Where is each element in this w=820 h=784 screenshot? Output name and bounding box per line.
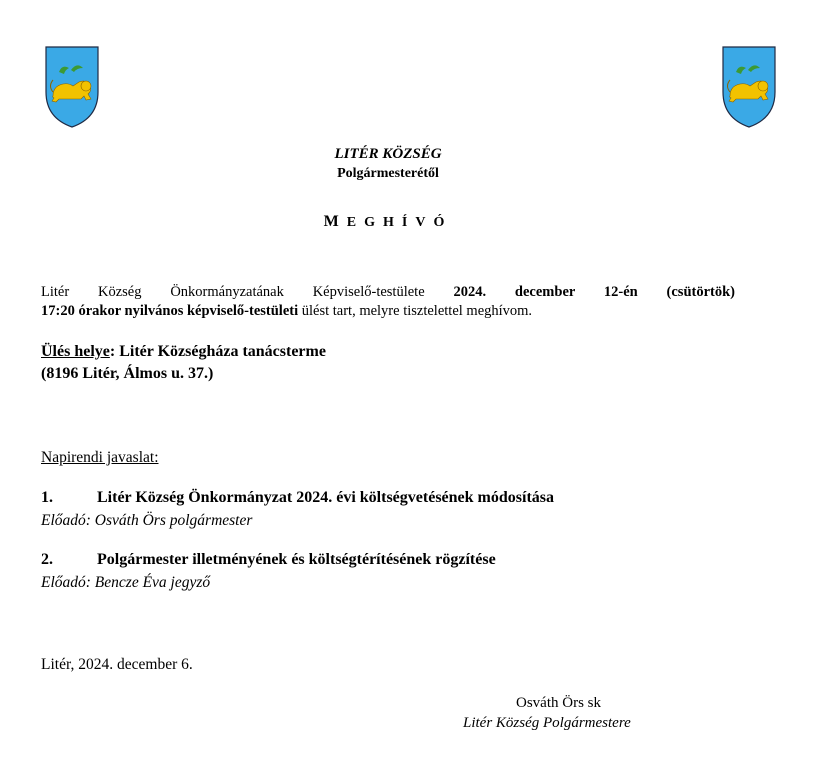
- lion-crest-icon: [45, 46, 99, 128]
- venue-label: Ülés helye: [41, 343, 110, 360]
- agenda-item-title: Polgármester illetményének és költségtérítésének rögzítése: [97, 551, 496, 568]
- intro-text-2: ülést tart, melyre tisztelettel meghívom.: [298, 303, 533, 319]
- agenda-item-number: 2.: [41, 551, 53, 568]
- agenda-heading: Napirendi javaslat:: [41, 449, 159, 466]
- signer-name: Osváth Örs sk: [516, 695, 601, 711]
- agenda-item-2-presenter: Előadó: Bencze Éva jegyző: [41, 574, 211, 591]
- coat-of-arms-right: [722, 46, 776, 128]
- meeting-time: 17:20 órakor nyilvános képviselő-testületi: [41, 303, 299, 319]
- agenda-item-title: Litér Község Önkormányzat 2024. évi költségvetésének módosítása: [97, 489, 554, 506]
- place-and-date: Litér, 2024. december 6.: [41, 656, 193, 673]
- agenda-item-1-presenter: Előadó: Osváth Örs polgármester: [41, 512, 253, 529]
- venue-place: Litér Községháza tanácsterme: [115, 343, 326, 360]
- intro-paragraph: [41, 283, 735, 321]
- document-title-rest: EGHÍVÓ: [346, 215, 453, 230]
- lion-crest-icon: [722, 46, 776, 128]
- signer-title: Litér Község Polgármestere: [463, 715, 631, 731]
- venue-colon: :: [109, 343, 116, 360]
- coat-of-arms-left: [45, 46, 99, 128]
- venue-line: [41, 341, 326, 363]
- municipality-heading: LITÉR KÖZSÉG: [334, 146, 442, 162]
- meeting-date: 2024. december 12-én (csütörtök): [453, 284, 735, 300]
- agenda-item-number: 1.: [41, 489, 53, 506]
- intro-line-1: [41, 283, 735, 302]
- intro-text-1: Litér Község Önkormányzatának Képviselő-testülete: [41, 284, 454, 300]
- document-title: [0, 213, 776, 231]
- agenda-item-2: [41, 551, 496, 569]
- intro-line-2: [41, 302, 735, 321]
- document-title-initial: M: [323, 213, 347, 230]
- venue-address: (8196 Litér, Álmos u. 37.): [41, 365, 214, 382]
- venue-block: [41, 341, 326, 385]
- agenda-item-1: [41, 489, 554, 507]
- office-heading: Polgármesterétől: [337, 166, 439, 181]
